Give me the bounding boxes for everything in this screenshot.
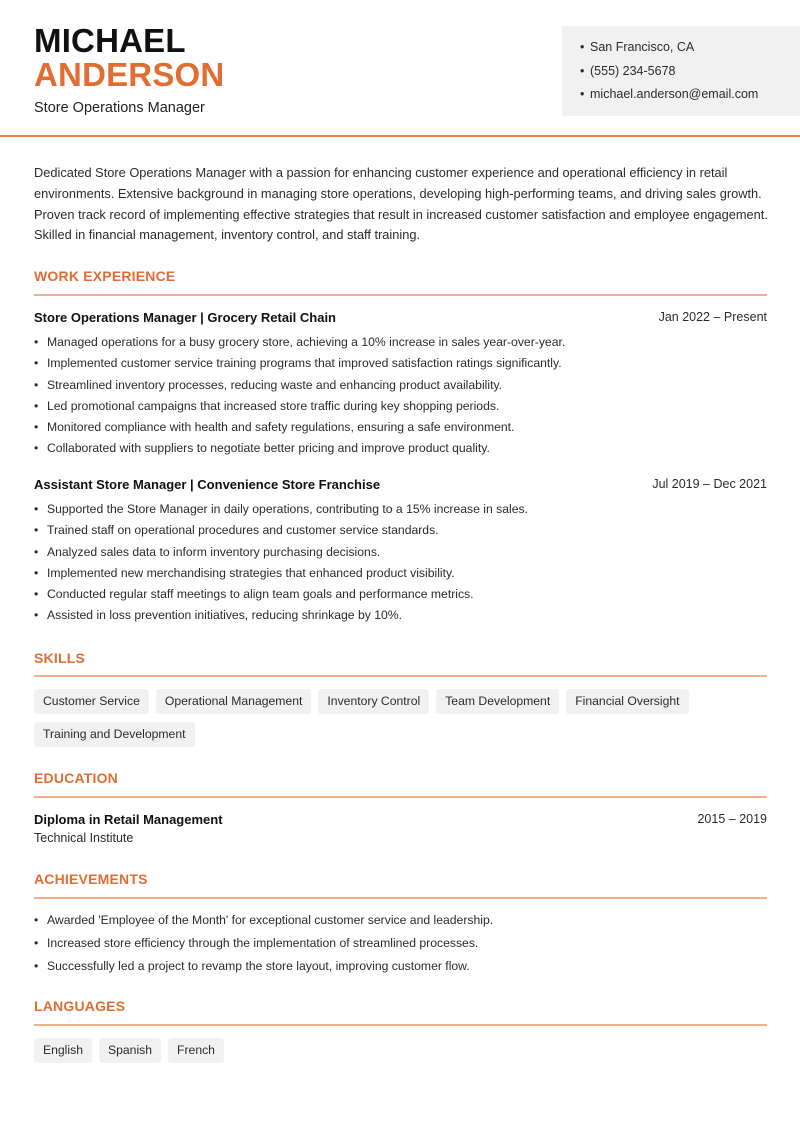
education-degree: Diploma in Retail Management (34, 812, 223, 827)
section-title-work: WORK EXPERIENCE (34, 268, 176, 284)
section-divider (34, 1024, 767, 1026)
list-item: • Increased store efficiency through the implementation of streamlined processes. (34, 932, 774, 955)
language-tag: English (34, 1038, 92, 1063)
section-divider (34, 675, 767, 677)
list-item: • Streamlined inventory processes, reducing waste and enhancing product availability. (34, 375, 774, 396)
language-tag: French (168, 1038, 224, 1063)
section-title-skills: SKILLS (34, 650, 85, 666)
contact-location: • San Francisco, CA (580, 38, 800, 62)
list-item: • Led promotional campaigns that increased store traffic during key shopping periods. (34, 396, 774, 417)
list-item: • Collaborated with suppliers to negotiate better pricing and improve product quality. (34, 438, 774, 459)
job-dates-1: Jan 2022 – Present (658, 310, 767, 324)
list-item: • Implemented customer service training programs that improved satisfaction ratings significantly. (34, 353, 774, 374)
section-title-education: EDUCATION (34, 770, 118, 786)
job-bullets-2 (34, 499, 774, 627)
skill-tag: Financial Oversight (566, 689, 688, 714)
job-dates-2: Jul 2019 – Dec 2021 (652, 477, 767, 491)
languages-list (34, 1038, 774, 1063)
section-divider (34, 294, 767, 296)
list-item: • Conducted regular staff meetings to align team goals and performance metrics. (34, 584, 774, 605)
list-item: • Trained staff on operational procedures and customer service standards. (34, 520, 774, 541)
achievements-list (34, 909, 774, 978)
job-title-1: Store Operations Manager | Grocery Retail Chain (34, 310, 336, 325)
list-item: • Monitored compliance with health and safety regulations, ensuring a safe environment. (34, 417, 774, 438)
job-role: Store Operations Manager (34, 100, 205, 116)
skill-tag: Operational Management (156, 689, 312, 714)
professional-summary: Dedicated Store Operations Manager with a passion for enhancing customer experience and operational efficiency in retail environments. Extensive background in managing store operations, developing high-performing teams, and driving sales growth. Proven track record of implementing effective strategies that result in increased customer satisfaction and employee engagement. Skilled in financial management, inventory control, and staff training. (34, 165, 768, 243)
contact-phone: • (555) 234-5678 (580, 62, 800, 86)
skill-tag: Inventory Control (318, 689, 429, 714)
skill-tag: Customer Service (34, 689, 149, 714)
contact-email[interactable]: • michael.anderson@email.com (580, 85, 800, 109)
list-item: • Analyzed sales data to inform inventory purchasing decisions. (34, 542, 774, 563)
skills-list (34, 689, 694, 747)
list-item: • Awarded 'Employee of the Month' for exceptional customer service and leadership. (34, 909, 774, 932)
section-divider (34, 897, 767, 899)
education-dates: 2015 – 2019 (697, 812, 767, 826)
skill-tag: Training and Development (34, 722, 195, 747)
section-divider (34, 796, 767, 798)
section-title-languages: LANGUAGES (34, 998, 126, 1014)
list-item: • Managed operations for a busy grocery store, achieving a 10% increase in sales year-over-year. (34, 332, 774, 353)
skill-tag: Team Development (436, 689, 559, 714)
list-item: • Successfully led a project to revamp the store layout, improving customer flow. (34, 955, 774, 978)
last-name: ANDERSON (34, 56, 225, 93)
job-bullets-1 (34, 332, 774, 460)
resume-header (0, 0, 800, 137)
job-title-2: Assistant Store Manager | Convenience Store Franchise (34, 477, 381, 492)
list-item: • Assisted in loss prevention initiatives, reducing shrinkage by 10%. (34, 605, 774, 626)
section-title-achievements: ACHIEVEMENTS (34, 871, 148, 887)
list-item: • Implemented new merchandising strategies that enhanced product visibility. (34, 563, 774, 584)
education-school: Technical Institute (34, 831, 134, 845)
language-tag: Spanish (99, 1038, 161, 1063)
contact-box (562, 26, 800, 116)
first-name: MICHAEL (34, 22, 186, 59)
list-item: • Supported the Store Manager in daily operations, contributing to a 15% increase in sales. (34, 499, 774, 520)
